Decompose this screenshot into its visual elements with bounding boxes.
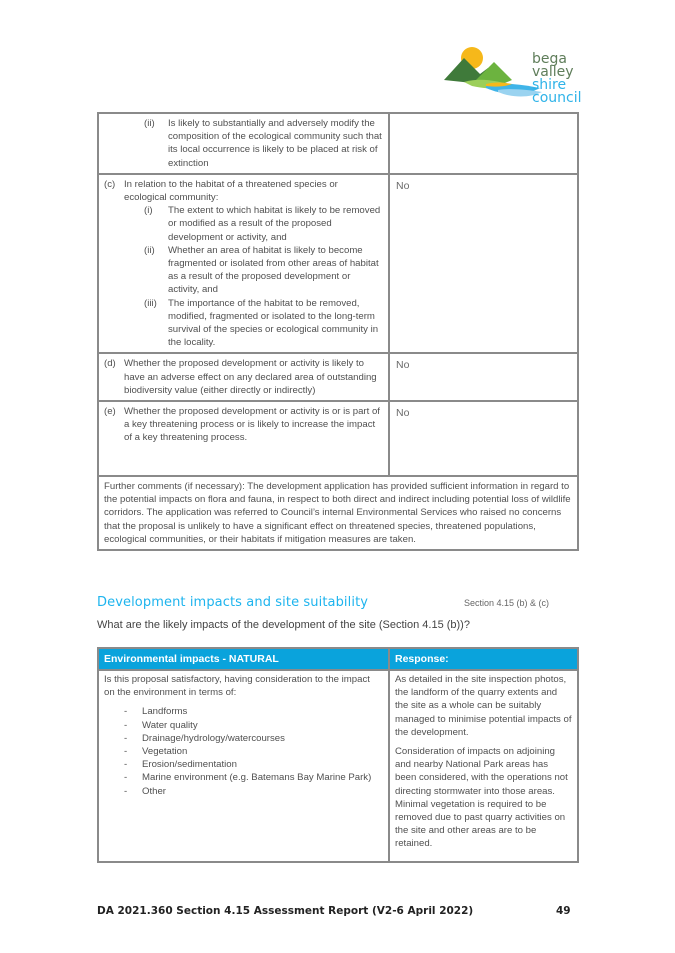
item-label: (c) — [104, 178, 116, 190]
response-paragraph: As detailed in the site inspection photos, the landform of the quarry extents and the site as a whole can be suitably managed to minimise potential impacts of the development. — [395, 674, 572, 738]
list-item-text: Marine environment (e.g. Batemans Bay Marine Park) — [142, 772, 372, 784]
response-paragraph: Consideration of impacts on adjoining and nearby National Park areas has been considered, with the operations not directing stormwater into those areas. Minimal vegetation is required to be removed due to past quarry activities on the site and other areas are to be retained. — [395, 746, 568, 850]
sub-item — [144, 204, 383, 244]
list-item-text: Vegetation — [142, 746, 188, 758]
criteria-item — [104, 405, 383, 445]
list-item — [104, 745, 383, 758]
list-item-text: Water quality — [142, 719, 198, 731]
criteria-item — [104, 357, 383, 397]
section-title: Development impacts and site suitability — [97, 595, 369, 610]
table-header-row — [98, 648, 578, 670]
item-text: Whether the proposed development or activity is likely to have an adverse effect on any declared area of outstanding biodiversity value (either directly or indirectly) — [124, 358, 377, 396]
list-item — [104, 719, 383, 732]
sub-item-text: The extent to which habitat is likely to be removed or modified as a result of the proposed development or activity, and — [168, 205, 381, 243]
list-item — [104, 705, 383, 718]
column-header-response: Response: — [389, 648, 578, 670]
page-number: 49 — [556, 905, 571, 917]
sub-item — [144, 297, 383, 350]
sub-item-label: (iii) — [144, 297, 157, 309]
footer-document-title: DA 2021.360 Section 4.15 Assessment Report (V2-6 April 2022) — [97, 905, 474, 917]
list-item-text: Erosion/sedimentation — [142, 759, 237, 771]
criteria-cell — [98, 113, 389, 174]
dash-marker: - — [124, 719, 128, 731]
list-item — [104, 732, 383, 745]
section-question: What are the likely impacts of the development of the site (Section 4.15 (b))? — [97, 619, 470, 631]
item-text: Whether the proposed development or activity is or is part of a key threatening process or is likely to increase the impact of a key threatening process. — [124, 406, 380, 444]
logo-mountains-icon — [442, 40, 542, 102]
item-label: (d) — [104, 358, 116, 370]
sub-item — [144, 244, 383, 297]
column-header-impacts: Environmental impacts - NATURAL — [98, 648, 389, 670]
table-row — [98, 174, 578, 354]
response-cell: No — [389, 353, 578, 401]
list-item-text: Drainage/hydrology/watercourses — [142, 732, 285, 744]
criteria-cell — [98, 353, 389, 401]
table-row — [98, 353, 578, 401]
criteria-item — [104, 178, 383, 204]
response-cell — [389, 113, 578, 174]
dash-marker: - — [124, 759, 128, 771]
logo-text — [532, 53, 612, 105]
logo-line-1: bega valley — [532, 51, 574, 80]
environmental-impacts-table — [97, 647, 579, 863]
table-row — [98, 476, 578, 550]
sub-item-text: Is likely to substantially and adversely modify the composition of the ecological community such that its local occurrence is likely to be placed at risk of extinction — [168, 118, 382, 169]
list-item — [104, 758, 383, 771]
section-reference: Section 4.15 (b) & (c) — [464, 598, 550, 608]
table-row — [98, 401, 578, 476]
response-cell: No — [389, 174, 578, 354]
list-item-text: Other — [142, 785, 166, 797]
impacts-intro: Is this proposal satisfactory, having consideration to the impact on the environment in terms of: — [104, 674, 370, 699]
list-item-text: Landforms — [142, 706, 188, 718]
sub-item-text: The importance of the habitat to be removed, modified, fragmented or isolated to the long-term survival of the species or ecological community in the locality. — [168, 297, 379, 349]
dash-marker: - — [124, 772, 128, 784]
item-text: In relation to the habitat of a threatened species or ecological community: — [124, 178, 338, 204]
sub-item-label: (ii) — [144, 118, 155, 129]
criteria-cell — [98, 174, 389, 354]
dash-marker: - — [124, 706, 128, 718]
bega-valley-logo — [442, 40, 612, 106]
biodiversity-criteria-table — [97, 112, 579, 551]
list-item — [104, 771, 383, 784]
further-comments-cell: Further comments (if necessary): The development application has provided sufficient information in regard to the potential impacts on flora and fauna, in respect to both direct and indirect including potential loss of wildlife corridors. The application was referred to Council’s internal Environmental Services who raised no concerns that the proposal is unlikely to have a significant effect on threatened species, threatened populations, ecological communities, or their habitats if mitigation measures are taken. — [98, 476, 578, 550]
impacts-cell — [98, 670, 389, 862]
response-cell: No — [389, 401, 578, 476]
response-cell — [389, 670, 578, 862]
table-row — [98, 113, 578, 174]
criteria-cell — [98, 401, 389, 476]
sub-item — [144, 117, 383, 170]
sub-item-label: (i) — [144, 205, 153, 217]
dash-marker: - — [124, 732, 128, 744]
sub-item-label: (ii) — [144, 244, 155, 256]
dash-marker: - — [124, 746, 128, 758]
sub-item-text: Whether an area of habitat is likely to become fragmented or isolated from other areas of habitat as a result of the proposed development or activity, and — [168, 244, 379, 296]
item-label: (e) — [104, 406, 116, 418]
impacts-list — [104, 705, 383, 797]
dash-marker: - — [124, 785, 128, 797]
logo-line-2: shire council — [532, 77, 582, 106]
list-item — [104, 785, 383, 798]
table-row — [98, 670, 578, 862]
